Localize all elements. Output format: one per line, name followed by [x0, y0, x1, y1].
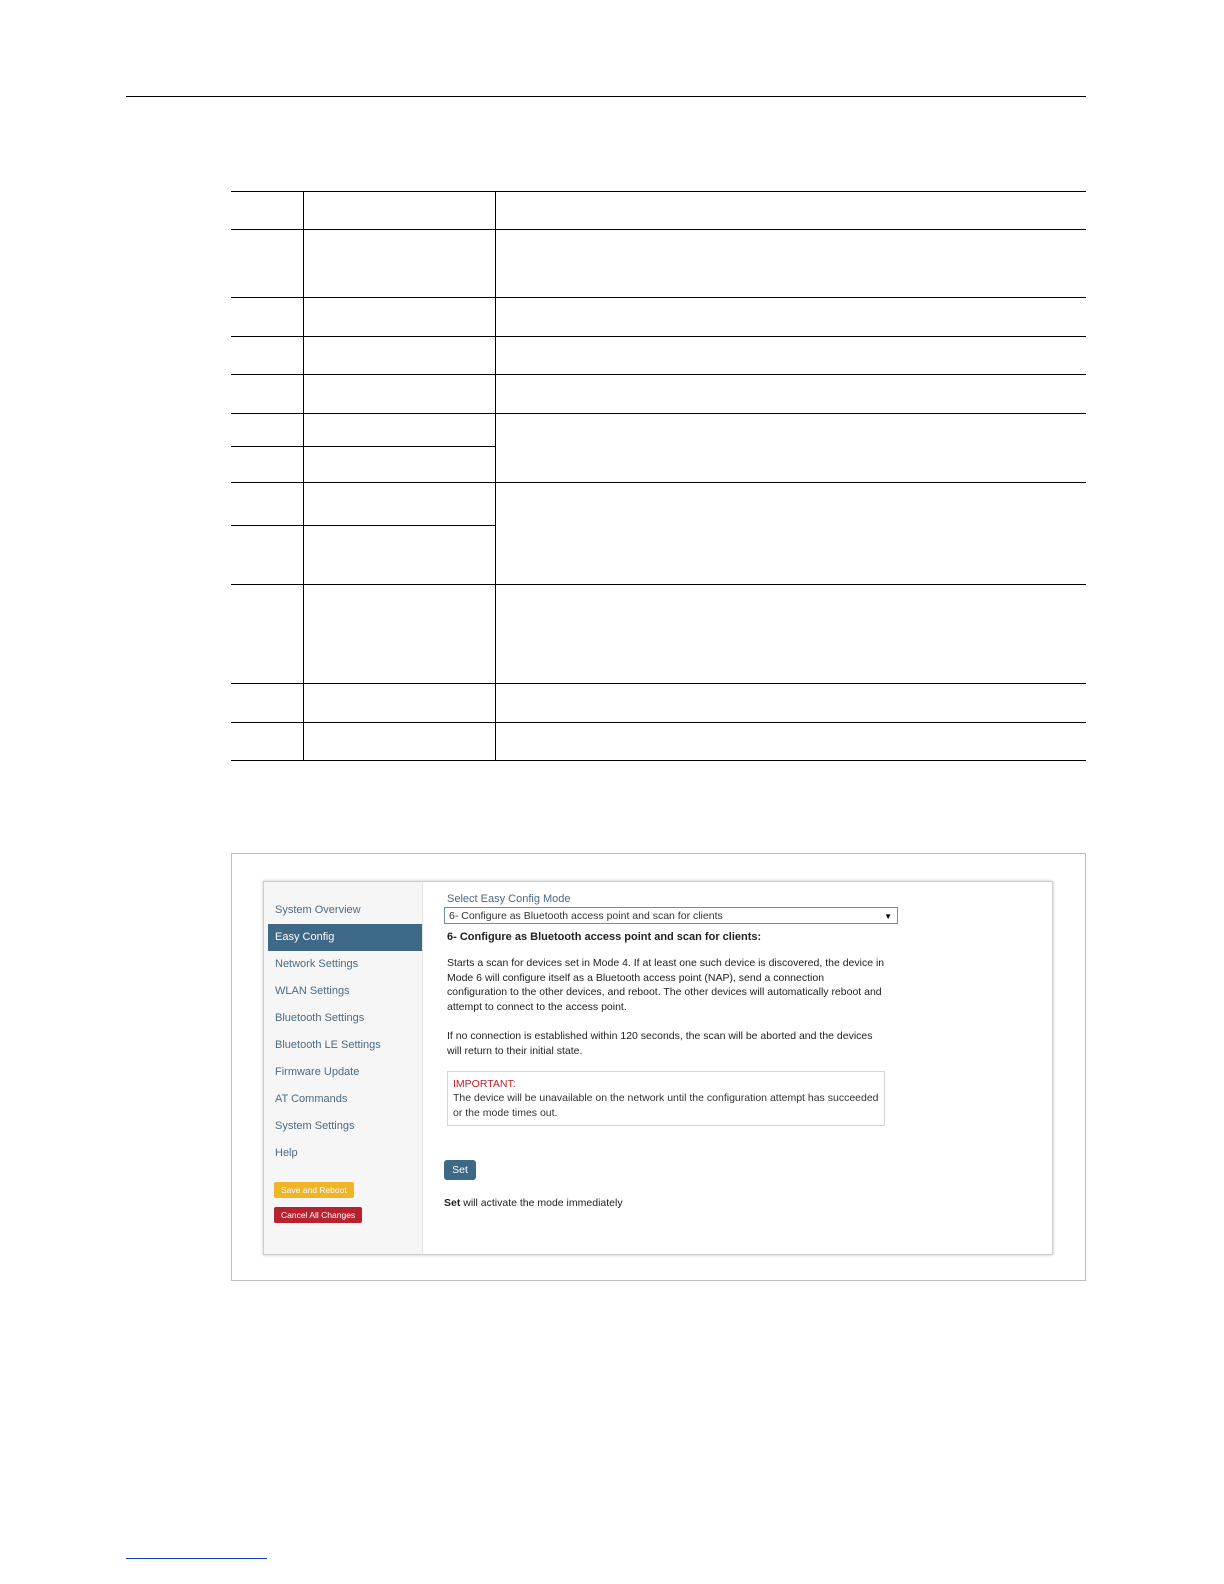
table-row-divider	[231, 297, 1086, 298]
chevron-down-icon: ▼	[884, 912, 892, 921]
important-text: The device will be unavailable on the network until the configuration attempt has succeeded or the mode times out.	[453, 1092, 879, 1119]
sidebar-item-at-commands[interactable]: AT Commands	[275, 1093, 348, 1105]
table-row-divider	[231, 374, 1086, 375]
table-row-divider	[231, 413, 1086, 414]
select-mode-label: Select Easy Config Mode	[447, 893, 571, 905]
important-notice	[447, 1071, 885, 1126]
select-value: 6- Configure as Bluetooth access point and scan for clients	[449, 910, 723, 922]
sidebar	[264, 882, 423, 1254]
set-note	[444, 1197, 623, 1209]
sidebar-item-network-settings[interactable]: Network Settings	[275, 958, 359, 970]
sidebar-item-system-overview[interactable]: System Overview	[275, 904, 361, 916]
set-note-bold: Set	[444, 1197, 461, 1209]
table-border-top	[231, 191, 1086, 192]
easy-config-mode-select[interactable]	[444, 907, 898, 924]
sidebar-item-bluetooth-le-settings[interactable]: Bluetooth LE Settings	[275, 1039, 381, 1051]
sidebar-item-help[interactable]: Help	[275, 1147, 298, 1159]
screenshot-frame	[231, 853, 1086, 1281]
table-row-divider	[231, 336, 1086, 337]
sidebar-item-easy-config[interactable]: Easy Config	[268, 924, 422, 951]
table-row-divider	[231, 525, 496, 526]
web-ui-panel	[263, 881, 1053, 1255]
table-row-divider	[231, 584, 1086, 585]
mode-title: 6- Configure as Bluetooth access point and scan for clients:	[447, 931, 762, 943]
table-row-divider	[231, 722, 1086, 723]
table-row-divider	[231, 482, 1086, 483]
main-content	[444, 882, 1044, 1254]
set-button[interactable]: Set	[444, 1160, 476, 1180]
sidebar-item-wlan-settings[interactable]: WLAN Settings	[275, 985, 350, 997]
important-title: IMPORTANT:	[453, 1078, 516, 1090]
table-row-divider	[231, 683, 1086, 684]
page-footer-link-rule	[126, 1558, 267, 1559]
sidebar-item-bluetooth-settings[interactable]: Bluetooth Settings	[275, 1012, 365, 1024]
save-and-reboot-button[interactable]: Save and Reboot	[274, 1182, 354, 1198]
table-row-divider	[231, 229, 1086, 230]
mode-timeout-note: If no connection is established within 120 seconds, the scan will be aborted and the devices will return to their initial state.	[447, 1030, 873, 1057]
table-row-divider	[231, 446, 496, 447]
page-header-rule	[126, 96, 1086, 97]
sidebar-item-firmware-update[interactable]: Firmware Update	[275, 1066, 360, 1078]
cancel-all-changes-button[interactable]: Cancel All Changes	[274, 1207, 362, 1223]
sidebar-item-system-settings[interactable]: System Settings	[275, 1120, 355, 1132]
table-column-divider	[303, 191, 304, 761]
table-column-divider	[495, 191, 496, 761]
set-note-text: will activate the mode immediately	[460, 1197, 623, 1209]
document-table	[231, 191, 1086, 761]
mode-description: Starts a scan for devices set in Mode 4. If at least one such device is discovered, the device in Mode 6 will configure itself as a Bluetooth access point (NAP), send a connection configuration to the other devices, and reboot. The other devices will automatically reboot and attempt to connect to the access point.	[447, 957, 885, 1013]
sidebar-nav	[268, 897, 422, 1167]
table-border-bottom	[231, 760, 1086, 761]
